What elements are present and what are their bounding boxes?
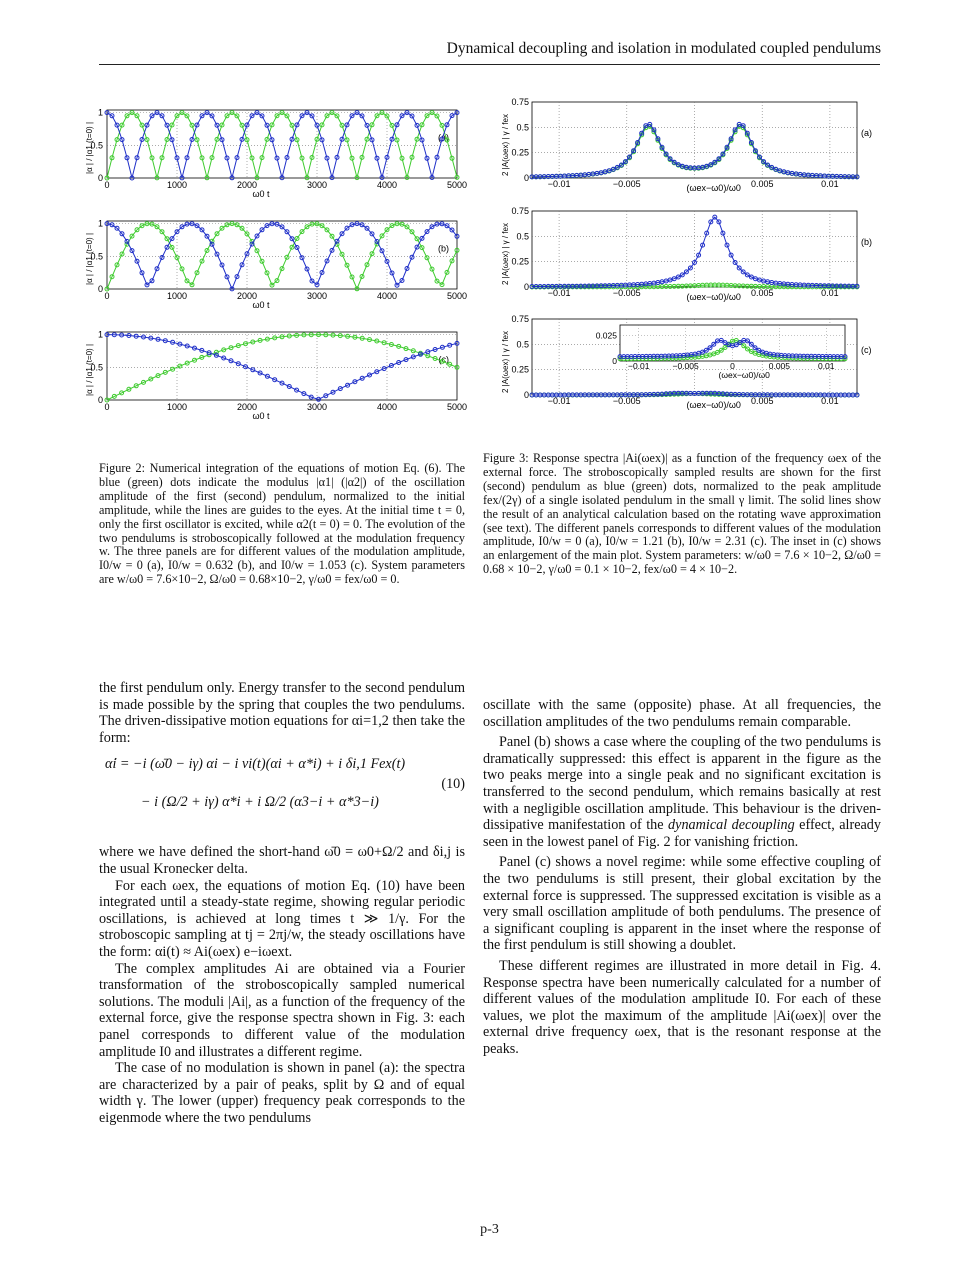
plot-frame [532, 211, 857, 287]
x-tick-label: 0.005 [750, 179, 774, 189]
inset-x-tick-label: 0.005 [768, 361, 791, 371]
y-tick-label: 0.5 [516, 231, 529, 242]
y-tick-label: 0.5 [90, 140, 103, 151]
x-axis-label: (ωex−ω0)/ω0 [686, 292, 741, 302]
x-tick-label: 3000 [306, 402, 328, 412]
y-axis-label: |α | / |α1 (t=0) | [85, 121, 94, 174]
right-column [483, 697, 881, 1057]
x-axis-label: ω0 t [252, 411, 270, 421]
emphasis: dynamical decoupling [668, 817, 795, 834]
x-tick-label: −0.005 [612, 396, 641, 406]
panel-label: (b) [861, 237, 872, 248]
x-tick-label: −0.01 [547, 288, 571, 298]
x-tick-label: −0.01 [547, 179, 571, 189]
x-tick-label: 2000 [236, 180, 258, 190]
y-tick-label: 0 [523, 390, 529, 400]
panel-label: (c) [861, 345, 872, 356]
y-tick-label: 0 [523, 173, 529, 183]
x-tick-label: 1000 [166, 402, 188, 412]
panel-label: (c) [438, 354, 449, 365]
y-tick-label: 0.5 [516, 122, 529, 133]
y-tick-label: 0.5 [516, 339, 529, 350]
x-axis-label: ω0 t [252, 300, 270, 310]
x-tick-label: 5000 [446, 291, 468, 301]
x-tick-label: 0 [104, 180, 110, 190]
y-tick-label: 1 [97, 107, 103, 118]
x-tick-label: −0.005 [612, 288, 641, 298]
x-tick-label: 2000 [236, 291, 258, 301]
panel-label: (a) [438, 132, 449, 143]
plot-frame [107, 221, 457, 289]
y-tick-label: 1 [97, 329, 103, 340]
x-tick-label: 5000 [446, 180, 468, 190]
paragraph: The complex amplitudes Ai are obtained via a Fourier transformation of the stroboscopically sampled numerical solutions. The moduli |Ai|, as a function of the frequency of the external force, give the response spectra shown in Fig. 3: each panel corresponds to different value of the modulation amplitude I0 and illustrates a different regime. [99, 960, 465, 1060]
panel-label: (b) [438, 243, 449, 254]
y-tick-label: 0 [523, 282, 529, 292]
equation-10 [99, 746, 465, 844]
y-tick-label: 0.25 [511, 256, 529, 267]
x-tick-label: 4000 [376, 180, 398, 190]
header-rule [99, 64, 880, 65]
x-tick-label: 4000 [376, 402, 398, 412]
y-tick-label: 0.5 [90, 251, 103, 262]
inset-y-tick-label: 0 [612, 356, 617, 366]
y-axis-label: 2 |A(ωex) | γ / fex [501, 331, 510, 393]
paragraph: For each ωex, the equations of motion Eq. (10) have been integrated until a steady-state regime, showing regular periodic oscillations, is achieved at long times t ≫ 1/γ. For the stroboscopic sampling at tj = 2πj/w, the steady oscillations have the form: αi(t) ≈ Ai(ωex) e−iωext. [99, 877, 465, 960]
x-axis-label: (ωex−ω0)/ω0 [686, 400, 741, 410]
x-axis-label: ω0 t [252, 189, 270, 199]
y-axis-label: 2 |A(ωex) | γ / fex [501, 223, 510, 285]
y-tick-label: 0.75 [511, 314, 529, 324]
x-tick-label: 0.01 [821, 179, 839, 189]
y-tick-label: 0 [97, 173, 103, 183]
y-axis-label: |α | / |α1 (t=0) | [85, 232, 94, 285]
equation-line: α̇i = −i (ω̄0 − iγ) αi − i vi(t)(αi + α*i) + i δi,1 Fex(t) [105, 756, 406, 773]
y-tick-label: 0 [97, 284, 103, 294]
x-tick-label: 0.01 [821, 288, 839, 298]
x-tick-label: −0.01 [547, 396, 571, 406]
x-tick-label: 0.005 [750, 288, 774, 298]
inset-y-tick-label: 0.025 [595, 330, 617, 341]
figure-2-caption: Figure 2: Numerical integration of the equations of motion Eq. (6). The blue (green) dots indicate the modulus |α1| (|α2|) of the oscillation amplitude of the first (second) pendulum, normalized to the initial amplitude, while the lines are guides to the eyes. At the initial time t = 0, only the first oscillator is excited, while α2(t = 0) = 0. The evolution of the two pendulums is stroboscopically followed at the modulation frequency w. The three panels are for different values of the modulation amplitude, I0/w = 0 (a), I0/w = 0.632 (b), and I0/w = 1.053 (c). System parameters are w/ω0 = 7.6×10−2, Ω/ω0 = 0.68×10−2, γ/ω0 = fex/ω0 = 0. [99, 461, 465, 587]
page-number: p-3 [480, 1222, 499, 1237]
figure-3-caption: Figure 3: Response spectra |Ai(ωex)| as a function of the frequency ωex of the external force. The stroboscopically sampled results are shown for the first (second) pendulum as blue (green) dots, normalized to the peak amplitude fex/(2γ) of a single isolated pendulum in the small γ limit. The solid lines show the result of an analytical calculation based on the rotating wave approximation (see text). The different panels corresponds to different values of the modulation amplitude, I0/w = 0 (a), I0/w = 1.21 (b), I0/w = 2.31 (c). The inset in (c) shows an enlargement of the main plot. System parameters: w/ω0 = 7.6 × 10−2, Ω/ω0 = 0.68 × 10−2, γ/ω0 = 0.1 × 10−2, fex/ω0 = 4 × 10−2. [483, 451, 881, 577]
equation-number: (10) [441, 776, 465, 793]
text-run: effect, already seen in the lowest panel of Fig. 2 for vanishing friction. [483, 817, 881, 850]
x-tick-label: 3000 [306, 291, 328, 301]
running-header: Dynamical decoupling and isolation in modulated coupled pendulums [446, 40, 881, 57]
paragraph: oscillate with the same (opposite) phase. At all frequencies, the oscillation amplitudes of the two pendulums remain comparable. [483, 697, 881, 730]
x-tick-label: 0 [104, 291, 110, 301]
y-axis-label: 2 |A(ωex) | γ / fex [501, 114, 510, 176]
y-tick-label: 0.25 [511, 147, 529, 158]
x-tick-label: 1000 [166, 180, 188, 190]
x-tick-label: 0 [104, 402, 110, 412]
figure-2 [85, 98, 475, 450]
inset-x-tick-label: 0 [730, 361, 735, 371]
x-tick-label: 4000 [376, 291, 398, 301]
x-tick-label: 2000 [236, 402, 258, 412]
paragraph: These different regimes are illustrated in more detail in Fig. 4. Response spectra have been numerically calculated for a number of different values of the modulation amplitude I0. For each of these values, we plot the maximum of the amplitude |Ai(ωex)| over the external drive frequency ωex, that is the resonant response at the peaks. [483, 957, 881, 1057]
inset-x-tick-label: 0.01 [817, 361, 835, 371]
paragraph [483, 734, 881, 850]
x-tick-label: 1000 [166, 291, 188, 301]
x-tick-label: 0.005 [750, 396, 774, 406]
equation-line: − i (Ω/2 + iγ) α*i + i Ω/2 (α3−i + α*3−i) [141, 794, 379, 811]
y-tick-label: 0.25 [511, 364, 529, 375]
paragraph: Panel (c) shows a novel regime: while some effective coupling of the two pendulums is still present, their global excitation by the external force is suppressed. The suppressed excitation is visible as a very small oscillation amplitude of both pendulums. The presence of a significant coupling is apparent in the inset where the response of the first pendulum is still showing a doublet. [483, 854, 881, 954]
paragraph: The case of no modulation is shown in panel (a): the spectra are characterized by a pair of peaks, split by Ω and of equal width γ. The lower (upper) frequency peak corresponds to the eigenmode where the two pendulums [99, 1060, 465, 1126]
text-run: Panel (b) shows a case where the coupling of the two pendulums is dramatically suppressed: this effect is apparent in the figure as the two peaks merge into a single peak and no significant excitation is transferred to the second pendulum, which remains basically at rest with a negligible oscillation amplitude. This behaviour is the driven-dissipative manifestation of the [483, 734, 881, 834]
x-tick-label: 5000 [446, 402, 468, 412]
paragraph: where we have defined the short-hand ω̄0 = ω0+Ω/2 and δi,j is the usual Kronecker delta. [99, 844, 465, 877]
y-tick-label: 0.75 [511, 98, 529, 107]
plot-frame [107, 332, 457, 400]
left-column [99, 680, 465, 1126]
inset-x-tick-label: −0.005 [672, 361, 699, 371]
y-tick-label: 0.5 [90, 362, 103, 373]
x-tick-label: −0.005 [612, 179, 641, 189]
inset-x-axis-label: (ωex−ω0)/ω0 [718, 370, 770, 380]
y-tick-label: 0.75 [511, 206, 529, 216]
x-tick-label: 0.01 [821, 396, 839, 406]
y-tick-label: 1 [97, 218, 103, 229]
inset-x-tick-label: −0.01 [627, 361, 650, 371]
panel-label: (a) [861, 128, 872, 139]
y-tick-label: 0 [97, 395, 103, 405]
x-axis-label: (ωex−ω0)/ω0 [686, 183, 741, 193]
paragraph: the first pendulum only. Energy transfer to the second pendulum is made possible by the spring that couples the two pendulums. The driven-dissipative motion equations for αi=1,2 then take the form: [99, 680, 465, 746]
figure-3 [492, 98, 882, 450]
x-tick-label: 3000 [306, 180, 328, 190]
y-axis-label: |α | / |α1 (t=0) | [85, 343, 94, 396]
